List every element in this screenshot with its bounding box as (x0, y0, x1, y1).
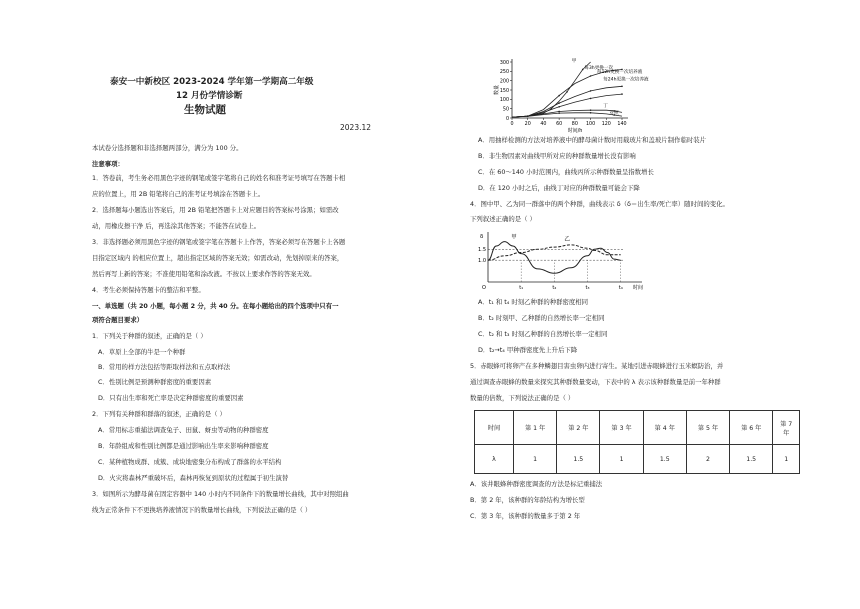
q2-option-a: A．常用标志重捕法调查兔子、田鼠、蚜虫等动物的种群密度 (98, 426, 269, 434)
exam-date: 2023.12 (340, 123, 372, 132)
series-label: 每24h更换一次培养液 (603, 77, 649, 83)
y-tick-label: 300 (499, 60, 509, 66)
q3-option-b: B．非生物因素对曲线甲所对应的种群数量增长没有影响 (478, 152, 636, 160)
x-tick-label: 20 (524, 122, 531, 127)
series-line (512, 86, 622, 117)
q5-stem: 5．赤眼蜂可将卵产在多种鳞翅目害虫卵内进行寄生。某地引进赤眼蜂进行玉米螟防治，并 (470, 362, 724, 370)
q4-stem-cont: 下列叙述正确的是（ ） (470, 215, 536, 223)
notice-line: 3．非选择题必须用黑色字迹的钢笔或签字笔在答题卡上作答，答案必须写在答题卡上各题 (92, 238, 346, 246)
data-point (558, 112, 560, 114)
data-point (566, 91, 568, 93)
y-tick-label: 250 (499, 70, 509, 76)
table-header-cell: 第 1 年 (514, 411, 557, 445)
table-row-label: λ (475, 445, 514, 474)
notice-line: 2．选择题每小题选出答案后，用 2B 铅笔把答题卡上对应题目的答案标号涂黑；如需改 (92, 206, 339, 214)
section-heading: 一、单选题（共 20 小题，每小题 2 分，共 40 分。在每小题给出的四个选项中只有一 (92, 302, 339, 310)
table-header-row (475, 411, 800, 445)
series-label: 甲 (511, 234, 517, 241)
table-cell: 1 (600, 445, 643, 474)
x-tick-label: t₁ (519, 285, 524, 291)
subject-title: 生物试题 (184, 104, 226, 116)
data-point (621, 93, 623, 95)
q2-option-b: B．年龄组成和性别比例都是通过影响出生率来影响种群密度 (98, 442, 269, 450)
table-header-cell: 第 5 年 (686, 411, 729, 445)
section-heading-cont: 项符合题目要求） (92, 316, 144, 324)
delta-curve-chart (474, 228, 654, 294)
series-label: 每12h更换一次培养液 (596, 70, 643, 76)
table-cell: 1.5 (730, 445, 773, 474)
q3-stem-cont: 线为正常条件下不更换培养液情况下的数量增长曲线，下列说法正确的是（ ） (92, 506, 312, 514)
table-header-cell: 第 3 年 (600, 411, 643, 445)
x-tick-label: 40 (540, 122, 547, 127)
yeast-growth-chart (490, 56, 650, 136)
x-tick-label: t₄ (618, 285, 623, 291)
table-header-cell: 第 2 年 (557, 411, 600, 445)
table-header-cell: 第 4 年 (643, 411, 686, 445)
x-axis-end-label: 时间 (632, 285, 644, 291)
q5-option-b: B．第 2 年，该种群的年龄结构为增长型 (470, 496, 585, 504)
exam-subtitle: 12 月份学情诊断 (176, 91, 243, 101)
q5-option-a: A．该井眼蜂种群密度调查的方法是标记重捕法 (470, 480, 603, 488)
q5-stem-cont: 通过调查赤眼蜂的数量来探究其种群数量变动，下表中的 λ 表示该种群数量是前一年种群 (470, 378, 721, 386)
q5-stem-cont: 数量的倍数，下列说法正确的是（ ） (470, 394, 575, 402)
series-label: 乙 (564, 236, 570, 243)
notice-line: 4．考生必须保持答题卡的整洁和平整。 (92, 286, 205, 294)
series-label: 甲 (571, 59, 577, 64)
q4-option-d: D．t₂→t₄ 甲种群密度先上升后下降 (478, 346, 578, 354)
y-axis-label: 数量 (494, 84, 500, 96)
table-header-cell: 第 6 年 (730, 411, 773, 445)
table-header-cell: 时间 (475, 411, 514, 445)
q3-option-a: A．用抽样检测的方法对培养液中的酵母菌计数时用载玻片和盖玻片制作临时装片 (478, 136, 707, 144)
series-label: 对照 (609, 110, 619, 116)
data-point (590, 75, 592, 77)
data-point (590, 90, 592, 92)
data-point (558, 95, 560, 97)
notice-line: 1．答卷前，考生务必用黑色字迹的钢笔或签字笔将自己的姓名和准考证号填写在答题卡相 (92, 174, 346, 182)
header-line: 年 (783, 429, 790, 437)
table-cell: 1 (514, 445, 557, 474)
x-tick-label: 60 (556, 122, 563, 127)
q2-option-c: C．某种植物成群、成簇、成块地密集分布构成了群落的水平结构 (98, 458, 282, 466)
data-point (527, 116, 529, 118)
table-header-cell-last (773, 411, 800, 445)
table-cell: 1.5 (557, 445, 600, 474)
q1-option-b: B．常用的样方法包括等距取样法和五点取样法 (98, 363, 231, 371)
intro-text: 本试卷分选择题和非选择题两部分，满分为 100 分。 (92, 144, 243, 152)
x-tick-label: t₂ (552, 285, 557, 291)
data-point (558, 111, 560, 113)
y-tick-label: 0 (505, 116, 509, 122)
data-point (621, 85, 623, 87)
notice-line: 动，用橡皮擦干净 后，再选涂其他答案；不能答在试卷上。 (92, 222, 261, 230)
q4-stem: 4．图中甲、乙为同一群落中的两个种群，曲线表示 δ（δ＝出生率/死亡率）随时间的变化。 (470, 200, 729, 208)
notice-line: 目指定区域内 的相应位置上，超出指定区域的答案无效；如需改动，先划掉原来的答案， (92, 254, 344, 262)
data-point (582, 69, 584, 71)
x-axis-label: 时间/h (567, 128, 583, 134)
q5-option-c: C．第 3 年，该种群的数量多于第 2 年 (470, 512, 581, 520)
y-tick-label: 50 (502, 107, 509, 113)
y-tick-label: 1.5 (478, 247, 486, 254)
header-line: 第 7 (780, 420, 793, 428)
q3-stem: 3．如图所示为酵母菌在固定容器中 140 小时内不同条件下的数量增长曲线，其中对照组曲 (92, 490, 349, 498)
table-cell: 2 (686, 445, 729, 474)
data-point (558, 106, 560, 108)
x-tick-label: 0 (510, 122, 514, 127)
y-axis-label: δ (480, 234, 484, 240)
q4-option-c: C．t₂ 和 t₃ 时刻乙种群的自然增长率一定相同 (478, 330, 608, 338)
q1-option-d: D．只有出生率和死亡率是决定种群密度的重要因素 (98, 394, 244, 402)
series-label: 丁 (603, 103, 608, 109)
table-cell: 1 (773, 445, 800, 474)
q1-stem: 1．下列关于种群的叙述，正确的是（ ） (92, 332, 207, 340)
notice-line: 然后再写上新的答案；不准使用铅笔和涂改液。不按以上要求作答的答案无效。 (92, 270, 316, 278)
q2-stem: 2．下列有关种群和群落的叙述，正确的是（ ） (92, 410, 226, 418)
table-cell: 1.5 (643, 445, 686, 474)
q4-option-b: B．t₂ 时刻甲、乙种群的自然增长率一定相同 (478, 314, 605, 322)
x-tick-label: 120 (601, 122, 611, 127)
q4-option-a: A．t₁ 和 t₄ 时刻乙种群的种群密度相同 (478, 298, 589, 306)
q1-option-a: A．草原上全部的牛是一个种群 (98, 348, 186, 356)
data-point (590, 112, 592, 114)
series-label: 每3h更换一次 (584, 66, 614, 72)
x-tick-label: O (482, 285, 486, 291)
x-tick-label: 80 (571, 122, 578, 127)
y-tick-label: 200 (499, 79, 509, 85)
school-title: 泰安一中新校区 2023-2024 学年第一学期高二年级 (110, 77, 314, 87)
y-tick-label: 100 (499, 98, 509, 104)
series-line (488, 245, 621, 260)
x-tick-label: 100 (585, 122, 596, 127)
q3-option-c: C．在 60～140 小时范围内，曲线丙所示种群数量呈指数增长 (478, 168, 654, 176)
data-point (590, 109, 592, 111)
y-tick-label: 1.0 (478, 257, 486, 264)
y-tick-label: 150 (499, 88, 509, 94)
q1-option-c: C．性别比例是预测种群密度的重要因素 (98, 378, 212, 386)
notice-title: 注意事项： (92, 160, 124, 168)
data-point (558, 102, 560, 104)
data-point (590, 98, 592, 100)
q2-option-d: D．火灾将森林严重破坏后，森林再恢复到原状的过程属于初生演替 (98, 474, 289, 482)
x-tick-label: 140 (617, 122, 627, 127)
x-tick-label: t₃ (585, 285, 590, 291)
table-row (475, 445, 800, 474)
q3-option-d: D．在 120 小时之后，曲线丁对应的种群数量可能会下降 (478, 184, 640, 192)
notice-line: 应的位置上，用 2B 铅笔将自己的准考证号填涂在答题卡上。 (92, 190, 265, 198)
lambda-table (474, 410, 800, 474)
